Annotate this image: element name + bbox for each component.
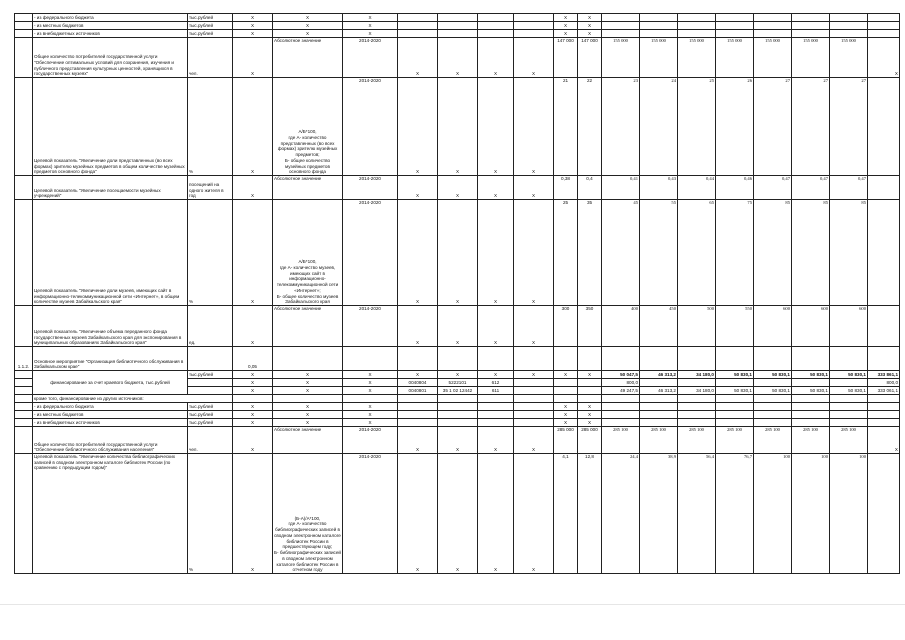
table-row: Целевой показатель "Увеличение посещаемости музейных учреждений" посещений на одного жителя в год Х Абсолютное значение 2014-2020 Х Х Х Х 0,38 0,4 0,41 0,43 0,44 0,46 0,47 0,47 0,47	[15, 176, 900, 200]
program-indicators-table	[14, 13, 900, 574]
table-row: Общее количество потребителей государственной услуги "Обеспечение библиотечного обслуживания населения" чел. Х Абсолютное значение 2014-2020 Х Х Х Х 285 000 285 000 285 100 285 100 285 100 285 100 285 100 285 100 285 100 Х	[15, 427, 900, 454]
measure-number: 1.1.2.	[15, 347, 33, 371]
financing-label: финансирование за счет краевого бюджета, тыс.рублей	[33, 371, 188, 395]
indicator-name: Общее количество потребителей государственной услуги "Обеспечение библиотечного обслуживания населения"	[33, 427, 188, 454]
indicator-name: Целевой показатель "Увеличение количества библиографических записей в сводном электронном каталоге библиотек России (по сравнению с предыдущим годом)"	[33, 454, 188, 574]
table-row: - из федерального бюджета тыс.рублей Х Х Х Х Х	[15, 14, 900, 22]
table-row: - из федерального бюджета тыс.рублей Х Х Х Х Х	[15, 403, 900, 411]
table-row: финансирование за счет краевого бюджета, тыс.рублей тыс.рублей Х Х Х Х Х Х Х Х Х 50 047,5 46 313,2 34 180,0 50 830,1 50 830,1 50 830,1 50 830,1 333 861,1	[15, 371, 900, 379]
table-row: Целевой показатель "Увеличение доли музеев, имеющих сайт в информационно-телекоммуникационной сети «Интернет», в общем количестве музеев Забайкальского края" % Х А/Б*100, где А- количество музеев, имеющих сайт в информационно-телекоммуникационной сети «Интернет»; Б- общее количество музеев Забайкальского края 2014-2020 Х Х Х Х 25 35 45 55 65 75 85 85 85	[15, 200, 900, 306]
indicator-name: Общее количество потребителей государственной услуги "Обеспечение оптимальных условий для сохранения, изучения и публичного представления культурных ценностей, хранящихся в государственных музеях"	[33, 38, 188, 78]
indicator-name: Целевой показатель "Увеличение доли представленных (во всех формах) зрителю музейных предметов в общем количестве музейных предметов основного фонда"	[33, 78, 188, 176]
table-row: - из местных бюджетов тыс.рублей Х Х Х Х Х	[15, 22, 900, 30]
table-row: Целевой показатель "Увеличение объема переданного фонда государственных музеев Забайкальского края для экспонирования в муниципальных образованиях Забайкальского края" ед. Х Абсолютное значение 2014-2020 Х Х Х Х 300 350 400 450 500 550 600 600 600	[15, 306, 900, 347]
table-row	[15, 395, 900, 403]
table-row: Общее количество потребителей государственной услуги "Обеспечение оптимальных условий для сохранения, изучения и публичного представления культурных ценностей, хранящихся в государственных музеях" чел. Х Абсолютное значение 2014-2020 Х Х Х Х 147 000 147 000 155 000 155 000 155 000 155 000 155 000 155 000 155 000 Х	[15, 38, 900, 78]
other-sources-label: кроме того, финансирование из других источников:	[33, 395, 233, 403]
table-row: Целевой показатель "Увеличение количества библиографических записей в сводном электронном каталоге библиотек России (по сравнению с предыдущим годом)" % Х (Б-А)/А*100, где А- количество библиографических записей в сводном электронном каталоге библиотек России в предшествующем году; Б- библиографических записей в сводном электронном каталоге библиотек России в отчетном году 2014-2020 Х Х Х Х 4,1 12,8 24,4 38,9 56,4 76,7 100 100 100	[15, 454, 900, 574]
row-label: - из местных бюджетов	[33, 22, 188, 30]
table-row: Целевой показатель "Увеличение доли представленных (во всех формах) зрителю музейных предметов в общем количестве музейных предметов основного фонда" % Х А/Б*100, где А- количество представленных (во всех формах) зрителю музейных предметов; Б- общее количество музейных предметов основного фонда 2014-2020 Х Х Х Х 21 22 23 24 25 26 27 27 27	[15, 78, 900, 176]
measure-name: Основное мероприятие "Организация библиотечного обслуживания в Забайкальском крае"	[33, 347, 188, 371]
indicator-name: Целевой показатель "Увеличение объема переданного фонда государственных музеев Забайкальского края для экспонирования в муниципальных образованиях Забайкальского края"	[33, 306, 188, 347]
table-row: 1.1.2. Основное мероприятие "Организация библиотечного обслуживания в Забайкальском крае" 0,05	[15, 347, 900, 371]
indicator-name: Целевой показатель "Увеличение посещаемости музейных учреждений"	[33, 176, 188, 200]
table-row: - из внебюджетных источников тыс.рублей Х Х Х Х Х	[15, 419, 900, 427]
page-edge-line	[0, 604, 905, 605]
table-row: - из местных бюджетов тыс.рублей Х Х Х Х Х	[15, 411, 900, 419]
table-row: - из внебюджетных источников тыс.рублей Х Х Х Х Х	[15, 30, 900, 38]
table-row: Х Х Х 0040801 35 1 02 12442 611 49 247,5 46 313,2 34 180,0 50 830,1 50 830,1 50 830,1 50 830,1 333 061,1	[15, 387, 900, 395]
table-row: Х Х Х 0040804 5222101 612 800,0 800,0	[15, 379, 900, 387]
row-label: - из федерального бюджета	[33, 14, 188, 22]
indicator-name: Целевой показатель "Увеличение доли музеев, имеющих сайт в информационно-телекоммуникационной сети «Интернет», в общем количестве музеев Забайкальского края"	[33, 200, 188, 306]
row-label: - из внебюджетных источников	[33, 30, 188, 38]
